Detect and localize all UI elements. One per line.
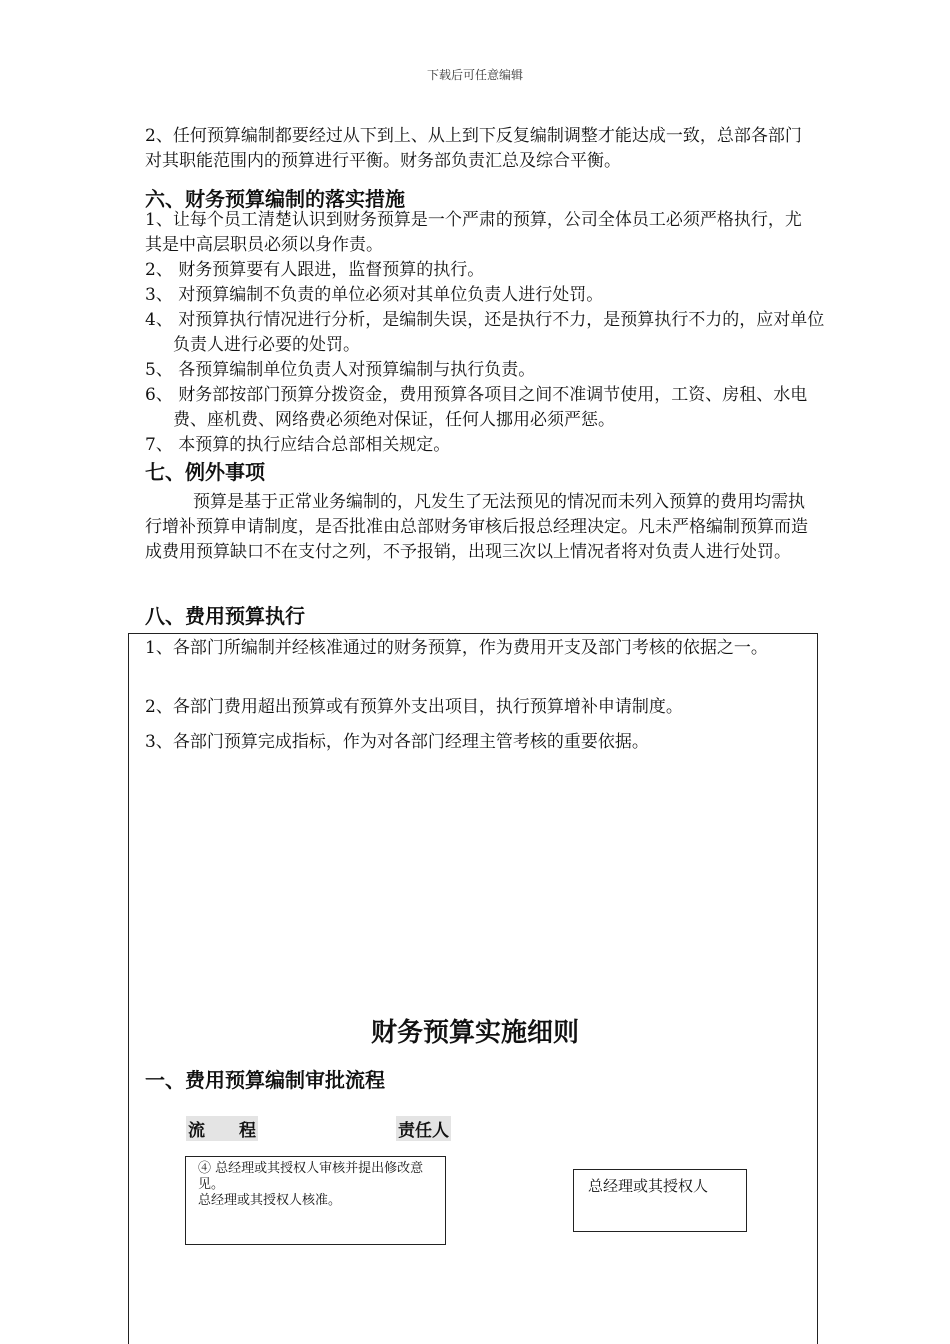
section6-item-5: 5、 各预算编制单位负责人对预算编制与执行负责。 xyxy=(145,360,536,380)
column-header-process: 流 程 xyxy=(186,1116,258,1141)
section8-item-1: 1、各部门所编制并经核准通过的财务预算，作为费用开支及部门考核的依据之一。 xyxy=(145,638,768,658)
section8-item-3: 3、各部门预算完成指标，作为对各部门经理主管考核的重要依据。 xyxy=(145,732,649,752)
section6-item-6: 6、 财务部按部门预算分拨资金，费用预算各项目之间不准调节使用，工资、房租、水电费、座机费、网络费必须绝对保证，任何人挪用必须严惩。 xyxy=(145,385,808,430)
flow-step-text-2: 总经理或其授权人核准。 xyxy=(198,1193,342,1208)
section6-item-1: 1、让每个员工清楚认识到财务预算是一个严肃的预算，公司全体员工必须严格执行，尤其是中高层职员必须以身作责。 xyxy=(145,210,802,255)
flow-step-text-1: ④ 总经理或其授权人审核并提出修改意见。 xyxy=(198,1161,424,1192)
main-title: 财务预算实施细则 xyxy=(370,1018,579,1048)
header-note: 下载后可任意编辑 xyxy=(426,68,523,82)
section6-item-7: 7、 本预算的执行应结合总部相关规定。 xyxy=(145,435,451,455)
column-header-responsible: 责任人 xyxy=(396,1116,451,1141)
section8-item-2: 2、各部门费用超出预算或有预算外支出项目，执行预算增补申请制度。 xyxy=(145,697,683,717)
section6-heading: 六、财务预算编制的落实措施 xyxy=(145,187,405,211)
section7-heading: 七、例外事项 xyxy=(145,460,265,484)
section1-heading: 一、费用预算编制审批流程 xyxy=(145,1068,385,1092)
section6-item-2: 2、 财务预算要有人跟进，监督预算的执行。 xyxy=(145,260,485,280)
section7-body: 预算是基于正常业务编制的，凡发生了无法预见的情况而未列入预算的费用均需执行增补预算申请制度，是否批准由总部财务审核后报总经理决定。凡未严格编制预算而造成费用预算缺口不在支付之列，不予报销，出现三次以上情况者将对负责人进行处罚。 xyxy=(145,492,808,562)
flow-step-box xyxy=(185,1156,446,1245)
top-paragraph: 2、任何预算编制都要经过从下到上、从上到下反复编制调整才能达成一致，总部各部门对其职能范围内的预算进行平衡。财务部负责汇总及综合平衡。 xyxy=(145,126,802,171)
section6-item-4: 4、 对预算执行情况进行分析，是编制失误，还是执行不力，是预算执行不力的，应对单位负责人进行必要的处罚。 xyxy=(145,310,825,355)
section8-heading: 八、费用预算执行 xyxy=(145,604,305,628)
section6-item-3: 3、 对预算编制不负责的单位必须对其单位负责人进行处罚。 xyxy=(145,285,604,305)
responsible-box xyxy=(573,1169,747,1232)
responsible-text: 总经理或其授权人 xyxy=(588,1177,709,1195)
